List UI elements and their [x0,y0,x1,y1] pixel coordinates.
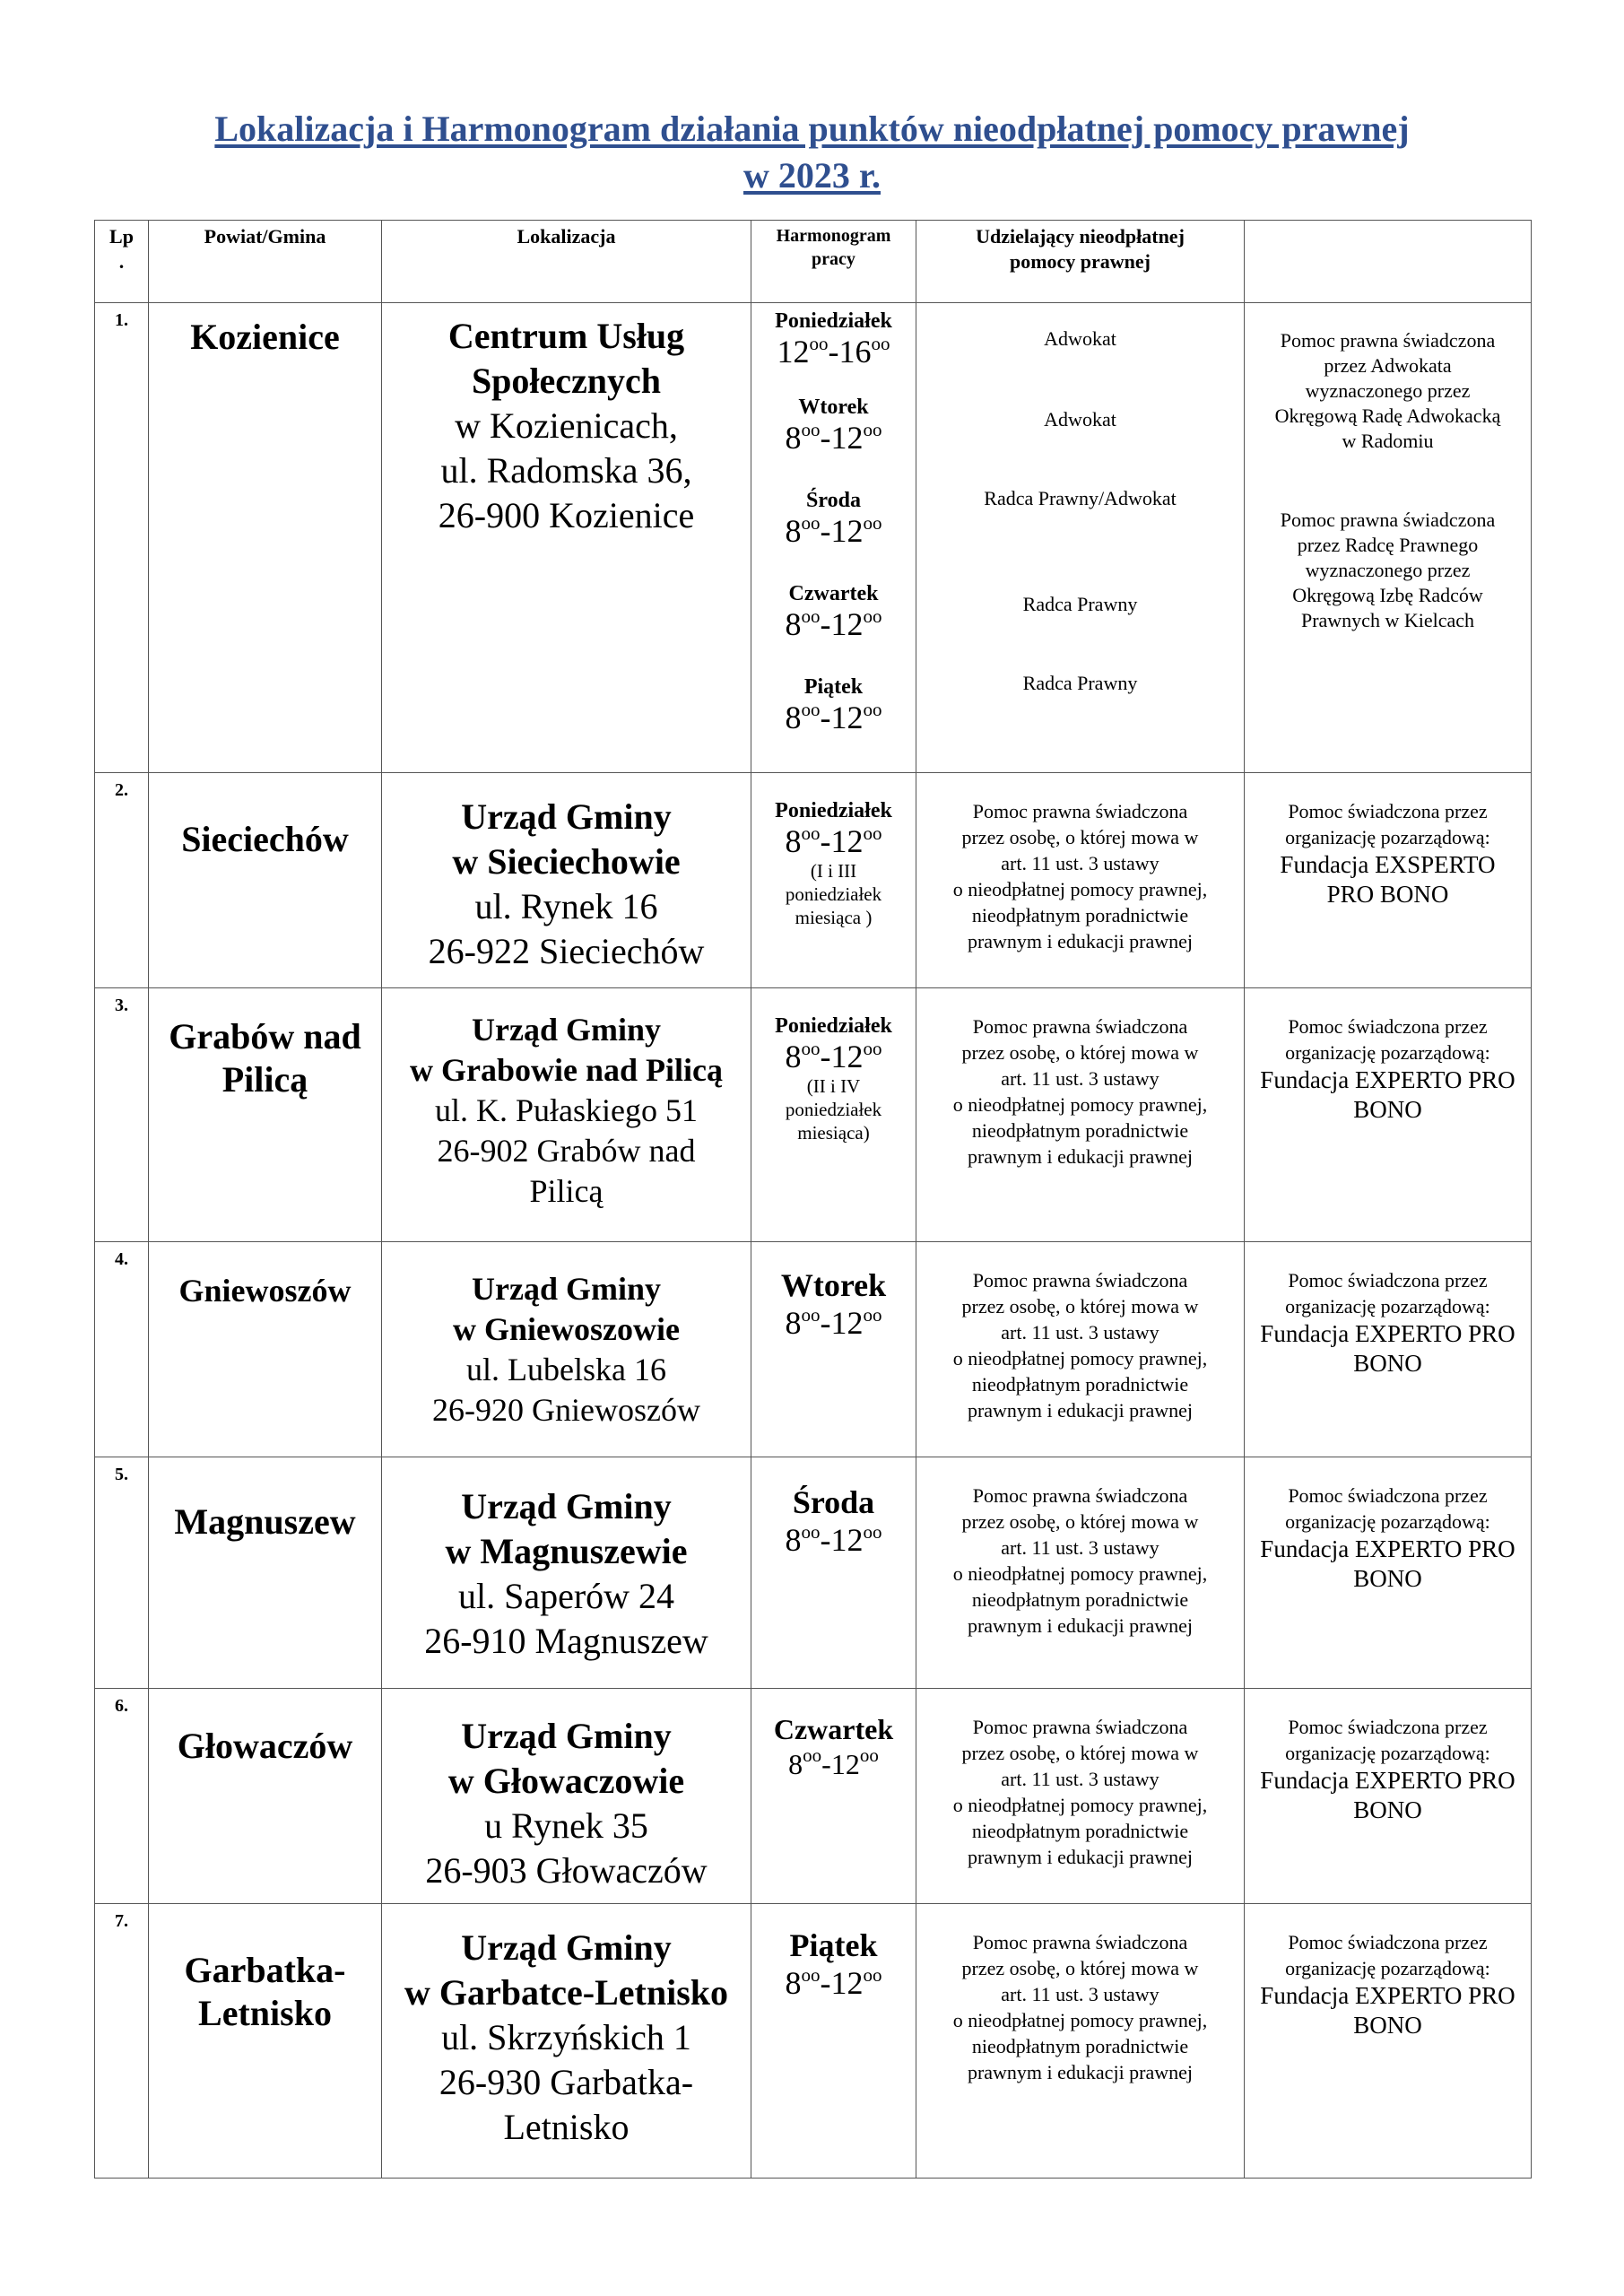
desc-line: o nieodpłatnej pomocy prawnej, [952,878,1208,900]
organization [1245,1242,1532,1457]
header-udzielajacy [916,221,1245,303]
hours [751,1746,916,1782]
provider-text: wyznaczonego przez [1305,559,1471,581]
org-name: BONO [1353,1796,1422,1823]
desc-line: przez osobę, o której mowa w [961,1041,1199,1064]
desc-line: nieodpłatnym poradnictwie [971,904,1189,926]
provider-text: Okręgową Izbę Radców [1292,584,1483,606]
location [382,1689,751,1904]
desc-line: prawnym i edukacji prawnej [967,1399,1194,1422]
header-lokalizacja-text: Lokalizacja [517,225,616,248]
provider-description [916,1242,1245,1457]
provider-info [1245,303,1532,773]
header-powiat [149,221,382,303]
org-line: organizację pozarządową: [1285,1295,1490,1318]
location [382,1904,751,2179]
gmina-name-line: Garbatka- [184,1950,346,1990]
provider-description [916,1457,1245,1689]
location-address-line: w Kozienicach, [455,405,678,446]
desc-line: przez osobę, o której mowa w [961,826,1199,848]
org-name: BONO [1353,1350,1422,1377]
org-line: Pomoc świadczona przez [1288,1015,1488,1038]
organization [1245,1904,1532,2179]
header-harmonogram-line-1: Harmonogram [776,226,891,246]
org-line: Pomoc świadczona przez [1288,1931,1488,1953]
schedule-note: (I i III [810,860,857,882]
day-label: Środa [806,489,861,512]
hours-end: -12 [820,1039,864,1074]
hours-end-minutes: oo [863,822,882,844]
hours-end: -12 [821,1748,860,1780]
header-lokalizacja [382,221,751,303]
row-number: 3. [95,988,149,1242]
location-address-line: 26-922 Sieciechów [428,931,705,971]
desc-line: nieodpłatnym poradnictwie [971,1119,1189,1142]
hours-start: 8 [785,700,802,735]
day-label: Poniedziałek [775,309,892,333]
location-name-line: w Głowaczowie [447,1761,685,1801]
lawyer-type: Adwokat [1044,408,1116,430]
org-line: organizację pozarządową: [1285,1510,1490,1533]
table-row [95,1242,1532,1457]
header-extra [1245,221,1532,303]
hours-end-minutes: oo [863,1038,882,1059]
desc-line: nieodpłatnym poradnictwie [971,2035,1189,2057]
gmina-name-line: Grabów nad [169,1016,361,1057]
desc-line: prawnym i edukacji prawnej [967,1614,1194,1637]
row-number: 5. [95,1457,149,1689]
org-name: Fundacja EXPERTO PRO [1260,1320,1515,1347]
hours-start-minutes: oo [801,1304,821,1326]
org-name: Fundacja EXPERTO PRO [1260,1066,1515,1093]
schedule [751,988,916,1242]
org-name: BONO [1353,1096,1422,1123]
schedule-note: poniedziałek [785,883,882,905]
hours-start-minutes: oo [801,822,821,844]
desc-line: o nieodpłatnej pomocy prawnej, [952,1347,1208,1370]
location-name-line: w Garbatce-Letnisko [404,1972,729,2013]
day-label: Czwartek [788,582,879,605]
location-address-line: Letnisko [503,2107,630,2147]
location-name-line: Urząd Gminy [472,1271,661,1307]
org-line: organizację pozarządową: [1285,1957,1490,1979]
provider-description [916,1689,1245,1904]
hours-end-minutes: oo [863,605,882,627]
hours-end-minutes: oo [871,333,890,354]
gmina-name: Magnuszew [149,1457,382,1689]
hours-start-minutes: oo [809,333,829,354]
hours-start: 12 [777,334,810,370]
desc-line: prawnym i edukacji prawnej [967,1145,1194,1168]
location-address-line: ul. Lubelska 16 [466,1352,666,1387]
table-row [95,773,1532,988]
row-number: 7. [95,1904,149,2179]
location-name-line: w Magnuszewie [445,1531,688,1571]
hours-start: 8 [785,606,802,642]
hours [751,513,916,549]
hours-start: 8 [785,1965,802,2001]
location-name-line: Urząd Gminy [461,1486,672,1526]
hours [751,1039,916,1074]
lawyer-list [916,303,1245,773]
location-address-line: u Rynek 35 [484,1805,648,1846]
location [382,1242,751,1457]
hours [751,334,916,370]
lawyer-type: Radca Prawny/Adwokat [984,487,1177,509]
spacer [751,370,916,395]
day-label: Środa [792,1484,875,1520]
hours-end-minutes: oo [863,512,882,534]
provider-description [916,988,1245,1242]
row-number: 1. [95,303,149,773]
header-row [95,221,1532,303]
schedule-note: poniedziałek [785,1099,882,1120]
location-address-line: ul. Rynek 16 [474,886,658,926]
desc-line: art. 11 ust. 3 ustawy [1001,1321,1159,1344]
table-row [95,988,1532,1242]
lawyer-type: Radca Prawny [1022,672,1138,694]
desc-line: przez osobę, o której mowa w [961,1295,1199,1318]
table-row [95,303,1532,773]
desc-line: Pomoc prawna świadczona [972,1716,1188,1738]
location-address-line: Pilicą [529,1173,604,1209]
location-name-line: Urząd Gminy [461,1716,672,1756]
location-address-line: 26-902 Grabów nad [437,1133,696,1169]
hours-start-minutes: oo [803,1744,822,1766]
org-line: organizację pozarządową: [1285,1742,1490,1764]
hours-end: -12 [820,700,864,735]
desc-line: przez osobę, o której mowa w [961,1510,1199,1533]
location-address-line: ul. K. Pułaskiego 51 [435,1092,698,1128]
location-name-line: w Gniewoszowie [453,1311,680,1347]
desc-line: przez osobę, o której mowa w [961,1742,1199,1764]
provider-text: wyznaczonego przez [1305,379,1471,402]
lawyer-type: Adwokat [1044,327,1116,350]
header-lp [95,221,149,303]
gmina-name [149,988,382,1242]
org-line: Pomoc świadczona przez [1288,1484,1488,1507]
location [382,773,751,988]
hours-end: -12 [820,420,864,456]
hours-end-minutes: oo [863,1521,882,1543]
header-powiat-text: Powiat/Gmina [204,225,326,248]
desc-line: Pomoc prawna świadczona [972,1269,1188,1292]
hours-start-minutes: oo [801,419,821,440]
hours-start-minutes: oo [801,1964,821,1986]
provider-description [916,773,1245,988]
desc-line: Pomoc prawna świadczona [972,1484,1188,1507]
hours [751,1522,916,1558]
gmina-name: Sieciechów [149,773,382,988]
table-row [95,1689,1532,1904]
spacer [1245,454,1531,508]
day-label: Czwartek [773,1713,894,1745]
hours [751,606,916,642]
day-label: Poniedziałek [775,799,892,822]
day-label: Piątek [803,675,864,699]
desc-line: Pomoc prawna świadczona [972,800,1188,822]
hours-end-minutes: oo [863,699,882,720]
location-address-line: ul. Skrzyńskich 1 [441,2017,691,2057]
table-row [95,1457,1532,1689]
schedule [751,1689,916,1904]
org-line: Pomoc świadczona przez [1288,1269,1488,1292]
header-lp-dot: . [118,250,125,273]
hours-end: -16 [828,334,872,370]
provider-text: Prawnych w Kielcach [1300,609,1475,631]
provider-text: w Radomiu [1342,430,1434,452]
gmina-name-line: Pilicą [221,1059,308,1100]
organization [1245,773,1532,988]
desc-line: art. 11 ust. 3 ustawy [1001,1768,1159,1790]
row-number: 2. [95,773,149,988]
desc-line: Pomoc prawna świadczona [972,1015,1188,1038]
location-name-line: Społecznych [471,361,662,401]
table-row [95,1904,1532,2179]
desc-line: art. 11 ust. 3 ustawy [1001,852,1159,874]
hours-start: 8 [785,1305,802,1341]
hours [751,420,916,456]
hours-start-minutes: oo [801,1521,821,1543]
provider-description [916,1904,1245,2179]
hours-end: -12 [820,1305,864,1341]
spacer [751,549,916,581]
location-address-line: 26-903 Głowaczów [425,1850,708,1891]
schedule-note: (II i IV [806,1075,861,1097]
header-lp-text: Lp [109,225,134,248]
schedule [751,1904,916,2179]
hours-end-minutes: oo [863,1964,882,1986]
provider-text: przez Adwokata [1324,354,1452,377]
provider-text: Pomoc prawna świadczona [1280,509,1496,531]
location-name-line: Centrum Usług [447,316,685,356]
hours [751,700,916,735]
desc-line: o nieodpłatnej pomocy prawnej, [952,1562,1208,1585]
org-name: Fundacja EXPERTO PRO [1260,1767,1515,1794]
location-name-line: Urząd Gminy [472,1012,661,1048]
org-name: Fundacja EXPERTO PRO [1260,1535,1515,1562]
desc-line: prawnym i edukacji prawnej [967,2061,1194,2083]
hours-end: -12 [820,1522,864,1558]
desc-line: art. 11 ust. 3 ustawy [1001,1536,1159,1559]
provider-text: Pomoc prawna świadczona [1280,329,1496,352]
day-label: Wtorek [780,1267,887,1303]
gmina-name: Gniewoszów [149,1242,382,1457]
hours-end: -12 [820,823,864,859]
hours [751,823,916,859]
header-udzielajacy-line-2: pomocy prawnej [1009,250,1151,273]
org-name: Fundacja EXPERTO PRO [1260,1982,1515,2009]
hours [751,1965,916,2001]
organization [1245,988,1532,1242]
gmina-name: Kozienice [149,303,382,773]
spacer [751,456,916,488]
day-label: Piątek [789,1927,878,1963]
hours-start-minutes: oo [801,1038,821,1059]
title-line-2: w 2023 r. [743,155,881,196]
desc-line: art. 11 ust. 3 ustawy [1001,1067,1159,1090]
organization [1245,1689,1532,1904]
hours-end-minutes: oo [859,1744,879,1766]
desc-line: o nieodpłatnej pomocy prawnej, [952,1794,1208,1816]
location-name-line: w Grabowie nad Pilicą [410,1052,723,1088]
hours-start: 8 [788,1748,803,1780]
desc-line: nieodpłatnym poradnictwie [971,1820,1189,1842]
org-name: BONO [1353,2012,1422,2039]
gmina-name: Głowaczów [149,1689,382,1904]
header-udzielajacy-line-1: Udzielający nieodpłatnej [976,225,1185,248]
org-name: BONO [1353,1565,1422,1592]
gmina-name-line: Letnisko [198,1993,332,2033]
hours-start: 8 [785,513,802,549]
hours-start-minutes: oo [801,512,821,534]
hours-start: 8 [785,823,802,859]
org-line: Pomoc świadczona przez [1288,1716,1488,1738]
location-address-line: 26-930 Garbatka- [439,2062,694,2102]
org-name: Fundacja EXSPERTO [1280,851,1496,878]
desc-line: nieodpłatnym poradnictwie [971,1373,1189,1396]
provider-text: Okręgową Radę Adwokacką [1274,404,1501,427]
gmina-name [149,1904,382,2179]
location-address-line: 26-900 Kozienice [438,495,695,535]
location-address-line: 26-920 Gniewoszów [432,1392,700,1428]
hours-start: 8 [785,420,802,456]
spacer [751,642,916,674]
desc-line: art. 11 ust. 3 ustawy [1001,1983,1159,2005]
hours-start: 8 [785,1039,802,1074]
hours-end: -12 [820,606,864,642]
provider-text: przez Radcę Prawnego [1297,534,1479,556]
location-name-line: Urząd Gminy [461,1927,672,1968]
org-line: organizację pozarządową: [1285,1041,1490,1064]
location [382,303,751,773]
location-name-line: Urząd Gminy [461,796,672,837]
schedule [751,1242,916,1457]
schedule-note: miesiąca ) [795,907,873,928]
hours-end: -12 [820,1965,864,2001]
hours [751,1305,916,1341]
lawyer-type: Radca Prawny [1022,593,1138,615]
schedule [751,303,916,773]
org-name: PRO BONO [1326,881,1449,908]
row-number: 4. [95,1242,149,1457]
location-name-line: w Sieciechowie [452,841,681,882]
location-address-line: 26-910 Magnuszew [424,1621,708,1661]
header-harmonogram-line-2: pracy [812,249,855,269]
hours-end-minutes: oo [863,1304,882,1326]
day-label: Wtorek [798,396,869,419]
hours-start-minutes: oo [801,699,821,720]
organization [1245,1457,1532,1689]
schedule-table [94,220,1532,2179]
hours-start: 8 [785,1522,802,1558]
hours-end: -12 [820,513,864,549]
schedule [751,1457,916,1689]
desc-line: Pomoc prawna świadczona [972,1931,1188,1953]
desc-line: prawnym i edukacji prawnej [967,1846,1194,1868]
location-address-line: ul. Radomska 36, [440,450,692,491]
location [382,988,751,1242]
desc-line: o nieodpłatnej pomocy prawnej, [952,2009,1208,2031]
org-line: organizację pozarządową: [1285,826,1490,848]
location [382,1457,751,1689]
desc-line: przez osobę, o której mowa w [961,1957,1199,1979]
schedule [751,773,916,988]
hours-start-minutes: oo [801,605,821,627]
hours-end-minutes: oo [863,419,882,440]
location-address-line: ul. Saperów 24 [457,1576,675,1616]
title-line-1: Lokalizacja i Harmonogram działania punktów nieodpłatnej pomocy prawnej [214,109,1410,149]
schedule-note: miesiąca) [797,1122,870,1144]
row-number: 6. [95,1689,149,1904]
document-title [0,106,1624,199]
day-label: Poniedziałek [775,1014,892,1038]
desc-line: o nieodpłatnej pomocy prawnej, [952,1093,1208,1116]
org-line: Pomoc świadczona przez [1288,800,1488,822]
desc-line: nieodpłatnym poradnictwie [971,1588,1189,1611]
header-harmonogram [751,221,916,303]
desc-line: prawnym i edukacji prawnej [967,930,1194,952]
